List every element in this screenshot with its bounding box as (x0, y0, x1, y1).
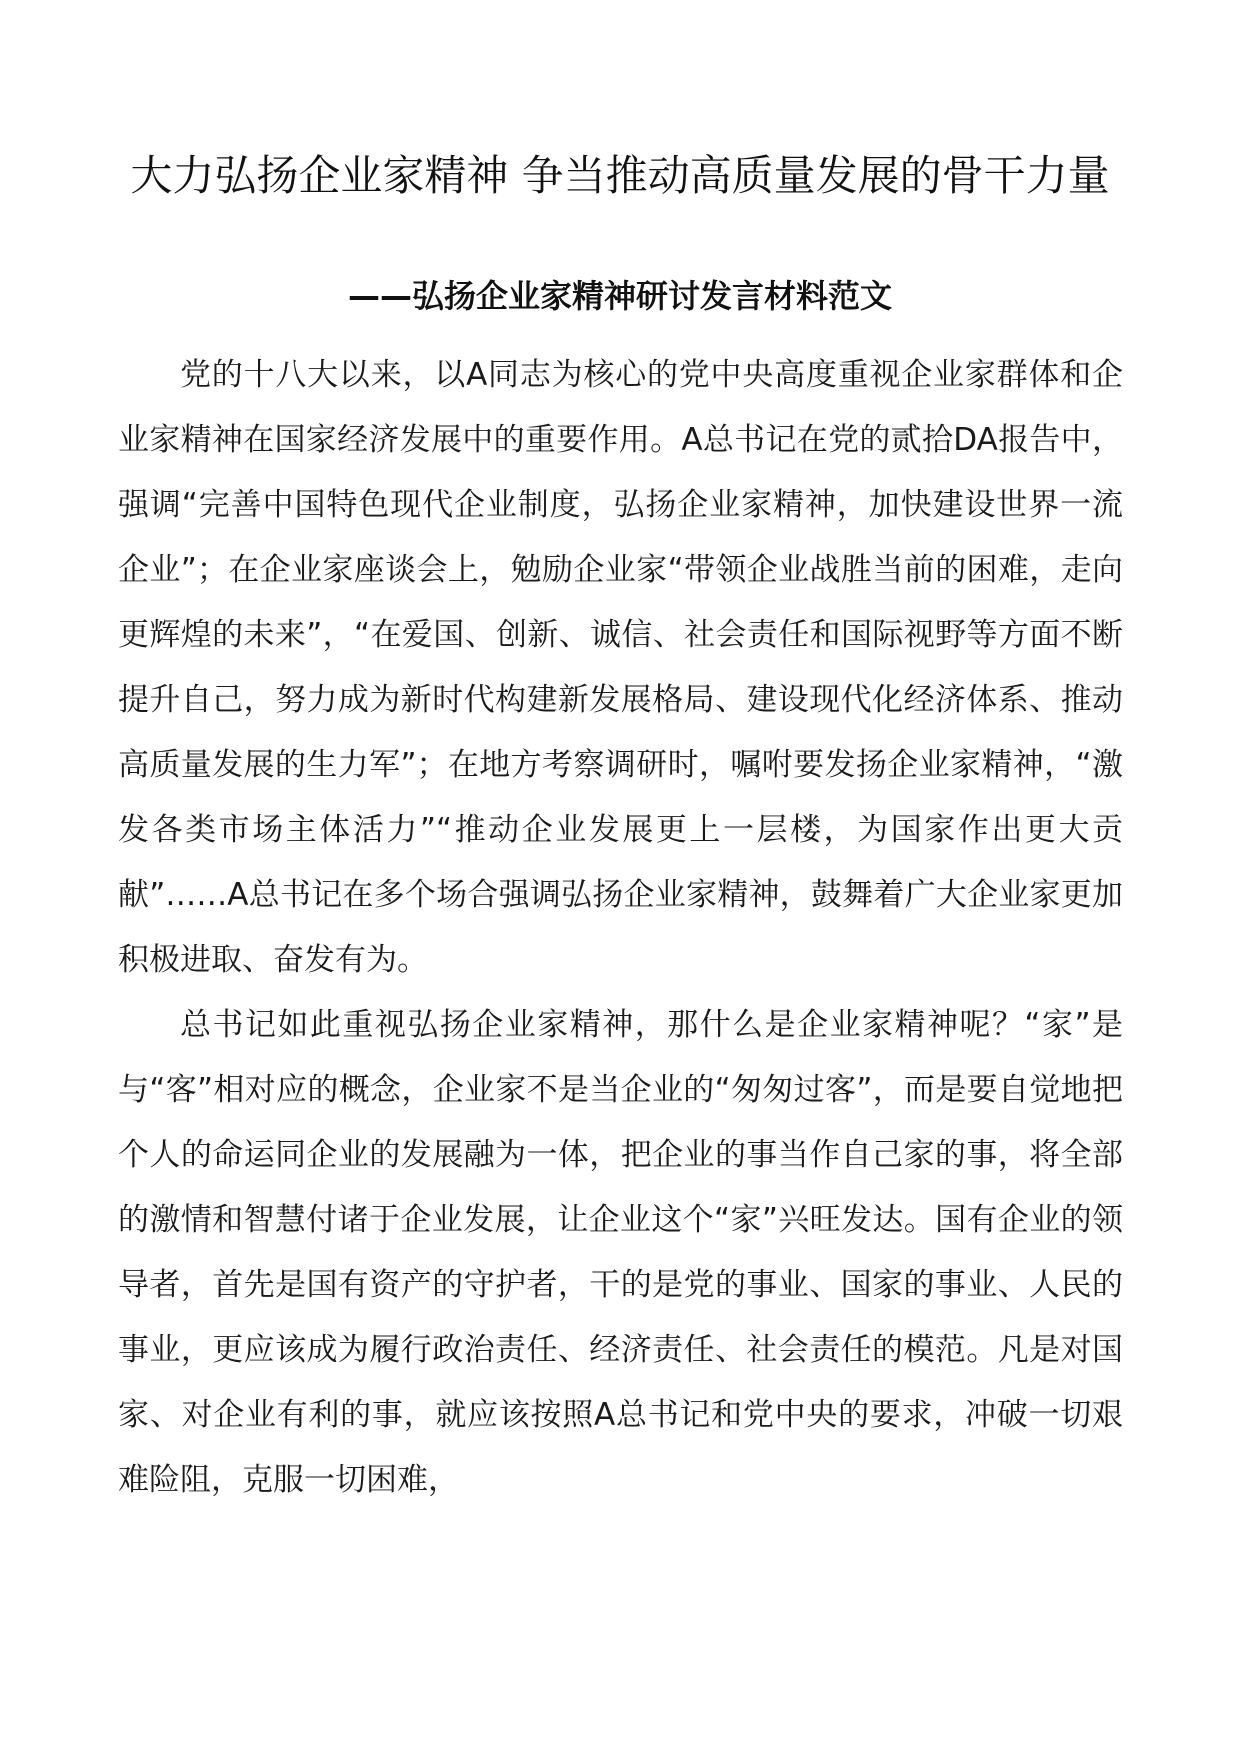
body-paragraph: 党的十八大以来，以A同志为核心的党中央高度重视企业家群体和企业家精神在国家经济发展中的重要作用。A总书记在党的贰拾DA报告中，强调“完善中国特色现代企业制度，弘扬企业家精神，加快建设世界一流企业”；在企业家座谈会上，勉励企业家“带领企业战胜当前的困难，走向更辉煌的未来”，“在爱国、创新、诚信、社会责任和国际视野等方面不断提升自己，努力成为新时代构建新发展格局、建设现代化经济体系、推动高质量发展的生力军”；在地方考察调研时，嘱咐要发扬企业家精神，“激发各类市场主体活力”“推动企业发展更上一层楼，为国家作出更大贡献”……A总书记在多个场合强调弘扬企业家精神，鼓舞着广大企业家更加积极进取、奋发有为。 (118, 357, 1123, 978)
body-paragraph: 总书记如此重视弘扬企业家精神，那什么是企业家精神呢？“家”是与“客”相对应的概念，企业家不是当企业的“匆匆过客”，而是要自觉地把个人的命运同企业的发展融为一体，把企业的事当作自己家的事，将全部的激情和智慧付诸于企业发展，让企业这个“家”兴旺发达。国有企业的领导者，首先是国有资产的守护者，干的是党的事业、国家的事业、人民的事业，更应该成为履行政治责任、经济责任、社会责任的模范。凡是对国家、对企业有利的事，就应该按照A总书记和党中央的要求，冲破一切艰难险阻，克服一切困难， (118, 1007, 1123, 1498)
document-title: 大力弘扬企业家精神 争当推动高质量发展的骨干力量 (130, 151, 1110, 200)
document-subtitle: ——弘扬企业家精神研讨发言材料范文 (347, 277, 892, 315)
document-body (118, 343, 1123, 1513)
